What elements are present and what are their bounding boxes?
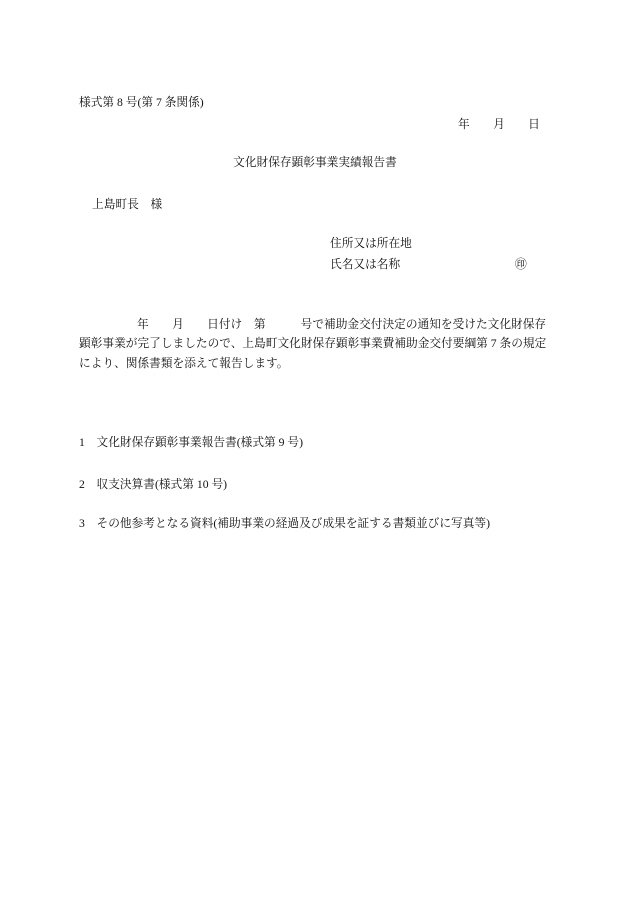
- date-line: 年 月 日: [458, 118, 540, 131]
- addressee: 上島町長 様: [92, 198, 163, 211]
- body-line: 顕彰事業が完了しましたので、上島町文化財保存顕彰事業費補助金交付要綱第 7 条の規定: [79, 337, 547, 350]
- name-label: 氏名又は名称: [330, 258, 401, 271]
- body-line: 年 月 日付け 第 号で補助金交付決定の通知を受けた文化財保存: [137, 318, 547, 331]
- attachment-item: 3 その他参考となる資料(補助事業の経過及び成果を証する書類並びに写真等): [79, 517, 491, 530]
- document-title: 文化財保存顕彰事業実績報告書: [233, 156, 397, 169]
- seal-mark: ㊞: [515, 258, 527, 271]
- address-label: 住所又は所在地: [330, 237, 412, 250]
- form-number: 様式第 8 号(第 7 条関係): [79, 96, 204, 109]
- attachment-item: 2 収支決算書(様式第 10 号): [79, 478, 228, 491]
- body-line: により、関係書類を添えて報告します。: [79, 357, 289, 370]
- attachment-item: 1 文化財保存顕彰事業報告書(様式第 9 号): [79, 436, 304, 449]
